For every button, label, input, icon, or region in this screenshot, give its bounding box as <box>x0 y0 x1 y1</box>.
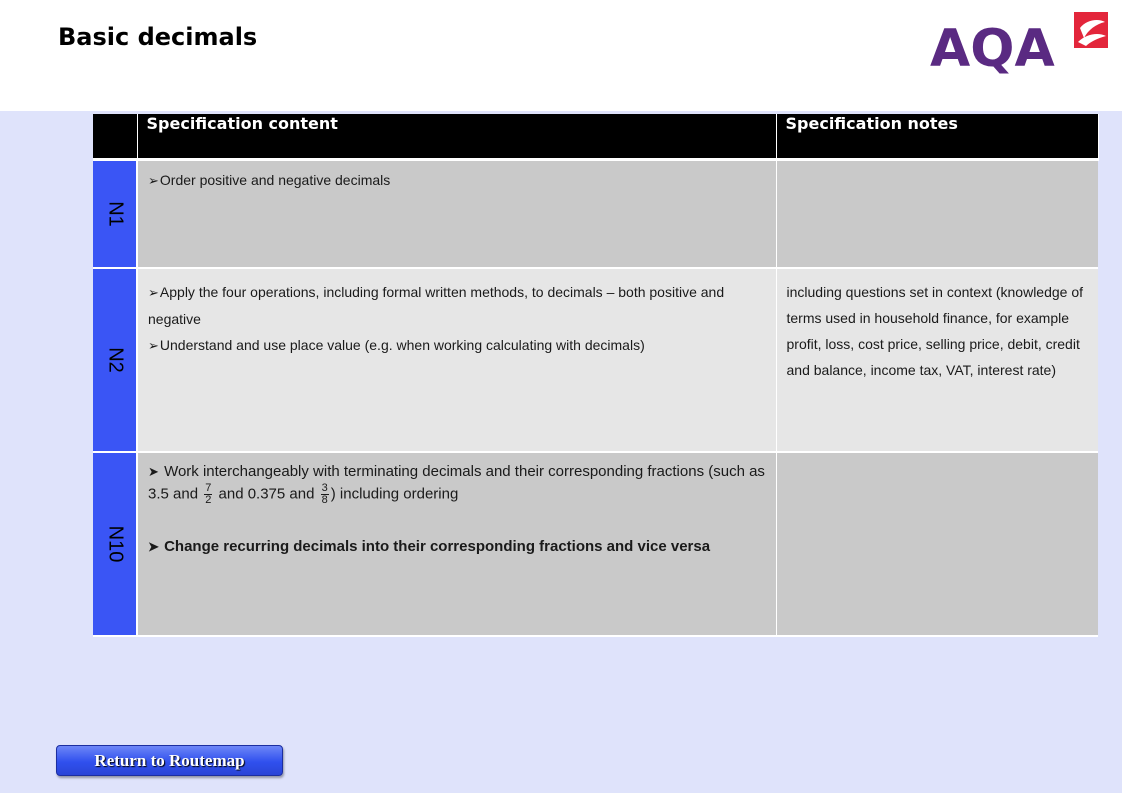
row-code-cell <box>93 160 137 268</box>
content-text: Work interchangeably with terminating decimals and their corresponding fractions (such as 3.5 and <box>148 462 765 502</box>
row-code-cell <box>93 268 137 452</box>
notes-text <box>777 453 1099 463</box>
header-cell-notes <box>776 114 1098 160</box>
content-text: Order positive and negative decimals <box>159 172 391 188</box>
table-header-row <box>93 114 1098 160</box>
content-text: Apply the four operations, including formal written methods, to decimals – both positive and negative <box>148 283 725 327</box>
content-item <box>148 536 767 558</box>
arrow-bullet-icon: ➤ <box>148 538 159 554</box>
fraction-seven-halves <box>204 483 212 506</box>
row-code: N2 <box>104 346 126 373</box>
notes-cell <box>776 160 1098 268</box>
content-text: Change recurring decimals into their corresponding fractions and vice versa <box>164 537 711 555</box>
arrow-bullet-icon: ➢ <box>148 337 159 353</box>
table-row <box>93 160 1098 268</box>
content-cell <box>137 452 776 636</box>
row-code-cell <box>93 452 137 636</box>
table-row <box>93 268 1098 452</box>
fraction-numerator: 7 <box>205 481 212 494</box>
notes-cell <box>776 452 1098 636</box>
row-code: N10 <box>104 525 126 562</box>
logo-text: AQA <box>930 19 1055 78</box>
content-text: and 0.375 and <box>218 484 315 502</box>
content-item <box>148 279 767 332</box>
page-title: Basic decimals <box>58 23 258 51</box>
content-text: Understand and use place value (e.g. when working calculating with decimals) <box>159 336 645 353</box>
content-cell <box>137 160 776 268</box>
content-item <box>148 461 767 506</box>
content-item <box>148 171 767 190</box>
fraction-denominator: 8 <box>321 493 328 506</box>
arrow-bullet-icon: ➤ <box>148 463 159 479</box>
fraction-three-eighths <box>321 483 329 506</box>
content-text: ) including ordering <box>330 484 459 502</box>
arrow-bullet-icon: ➢ <box>148 284 159 300</box>
table-row <box>93 452 1098 636</box>
notes-cell <box>776 268 1098 452</box>
content-cell <box>137 268 776 452</box>
content-item <box>148 332 767 359</box>
specification-table <box>93 114 1099 637</box>
aqa-logo <box>928 8 1110 78</box>
header-cell-code <box>93 114 137 160</box>
header-notes-label: Specification notes <box>785 114 958 133</box>
fraction-numerator: 3 <box>321 481 328 494</box>
notes-text: including questions set in context (knowledge of terms used in household finance, for example profit, loss, cost price, selling price, debit, credit and balance, income tax, VAT, interest rate) <box>786 283 1084 378</box>
notes-text <box>777 161 1099 171</box>
return-to-routemap-button[interactable]: Return to Routemap <box>56 745 283 776</box>
header-content-label: Specification content <box>146 114 338 133</box>
fraction-denominator: 2 <box>205 493 212 506</box>
arrow-bullet-icon: ➢ <box>148 173 159 188</box>
header-cell-content <box>137 114 776 160</box>
row-code: N1 <box>104 200 126 227</box>
